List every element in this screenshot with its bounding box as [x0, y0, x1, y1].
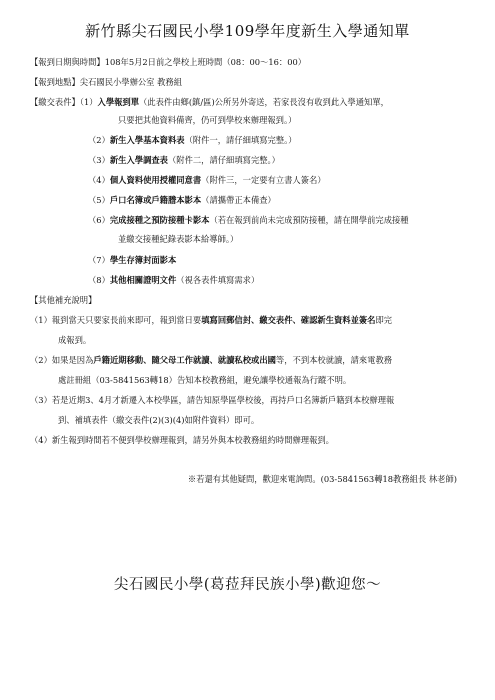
note-1 [30, 314, 392, 326]
document-num: （6） [88, 215, 110, 225]
document-desc: （附件二，請仔細填寫完整。） [167, 155, 280, 165]
report-place-row [30, 76, 182, 88]
document-num: （7） [88, 255, 110, 265]
note-1-cont: 成報到。 [58, 335, 92, 345]
welcome-message: 尖石國民小學(葛菈拜民族小學)歡迎您～ [113, 577, 382, 593]
documents-item-5 [88, 194, 276, 206]
note-2-cont: 處註冊組（03-5841563轉18）告知本校教務組，避免讓學校通報為行蹤不明。 [58, 375, 352, 385]
document-name: 完成接種之預防接種卡影本 [109, 215, 210, 225]
document-num: （2） [88, 135, 110, 145]
document-desc: （視各表件填寫需求） [176, 275, 260, 285]
document-name: 新生入學調查表 [109, 155, 168, 165]
document-num: （8） [88, 275, 110, 285]
contact-note: ※若還有其他疑問，歡迎來電詢問。(03-5841563轉18教務組長 林老師) [187, 474, 457, 484]
note-emphasis: 戶籍近期移動、隨父母工作就讀、就讀私校或出國 [93, 355, 276, 365]
documents-item-3 [88, 154, 280, 166]
documents-item-1 [30, 96, 389, 108]
note-4 [30, 434, 334, 446]
note-text: 若是近期3、4月才新遷入本校學區，請告知原學區學校後，再持戶口名簿新戶籍到本校辦理報 [51, 395, 395, 405]
document-name: 戶口名簿或戶籍謄本影本 [109, 195, 202, 205]
note-3 [30, 394, 394, 406]
document-num: （3） [88, 155, 110, 165]
document-num: （5） [88, 195, 110, 205]
note-num: （4） [30, 435, 52, 445]
documents-label: 【繳交表件】 [30, 97, 80, 107]
page-title: 新竹縣尖石國民小學109學年度新生入學通知單 [85, 22, 410, 40]
documents-item-2 [88, 134, 297, 146]
document-name: 新生入學基本資料表 [109, 135, 185, 145]
note-text: 新生報到時間若不便到學校辦理報到，請另外與本校教務組約時間辦理報到。 [51, 435, 334, 445]
report-time-value: 108年5月2日前之學校上班時間（08：00～16：00） [104, 57, 307, 67]
note-num: （2） [30, 355, 52, 365]
note-emphasis: 填寫回郵信封、繳交表件、確認新生資料並簽名 [201, 315, 376, 325]
document-name: 入學報到單 [97, 97, 140, 107]
documents-item-7 [88, 254, 176, 266]
report-time-row [30, 56, 306, 68]
document-desc: （附件三，一定要有立書人簽名） [201, 175, 326, 185]
documents-item-6 [88, 214, 409, 226]
report-place-label: 【報到地點】 [30, 77, 80, 87]
note-text: 如果是因為 [51, 355, 94, 365]
document-name: 其他相關證明文件 [109, 275, 177, 285]
report-place-value: 尖石國民小學辦公室 教務組 [79, 77, 182, 87]
document-name: 學生存簿封面影本 [109, 255, 177, 265]
notes-label: 【其他補充說明】 [30, 295, 97, 305]
note-3-cont: 到、補填表件（繳交表件(2)(3)(4)如附件資料）即可。 [58, 415, 260, 425]
document-num: （1） [79, 97, 98, 107]
note-2 [30, 354, 392, 366]
documents-item-4 [88, 174, 326, 186]
document-desc: （此表件由鄉(鎮/區)公所另外寄送，若家長沒有收到此入學通知單， [139, 97, 389, 107]
document-desc: （附件一，請仔細填寫完整。） [184, 135, 297, 145]
report-time-label: 【報到日期與時間】 [30, 57, 105, 67]
document-desc: （若在報到前尚未完成預防接種，請在開學前完成接種 [209, 215, 409, 225]
note-text: 即完 [375, 315, 393, 325]
note-num: （1） [30, 315, 52, 325]
note-num: （3） [30, 395, 52, 405]
document-desc: （請攜帶正本備查） [201, 195, 276, 205]
note-text: 等，不到本校就讀，請來電教務 [275, 355, 393, 365]
document-desc-cont: 並繳交接種紀錄表影本給導師。） [118, 234, 239, 244]
document-num: （4） [88, 175, 110, 185]
documents-item-8 [88, 274, 259, 286]
document-desc-cont: 只要把其他資料備齊，仍可到學校來辦理報到。） [118, 115, 297, 125]
note-text: 報到當天只要家長前來即可，報到當日要 [51, 315, 202, 325]
document-name: 個人資料使用授權同意書 [109, 175, 202, 185]
